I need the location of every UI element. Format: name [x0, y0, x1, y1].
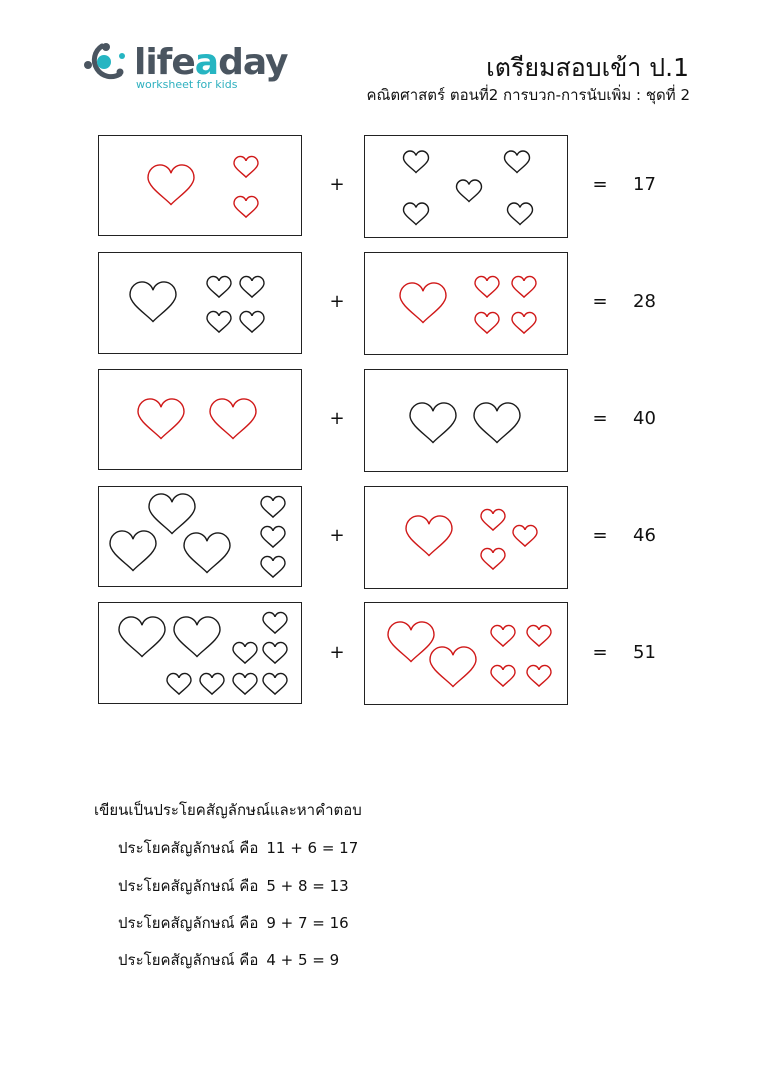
red-heart-icon: [512, 276, 536, 297]
answer-label: ประโยคสัญลักษณ์ คือ: [118, 877, 259, 895]
plus-sign: +: [329, 408, 345, 429]
black-heart-icon: [261, 556, 285, 577]
red-heart-icon: [491, 665, 515, 686]
plus-sign: +: [329, 291, 345, 312]
instructions-text: เขียนเป็นประโยคสัญลักษณ์และหาคำตอบ: [94, 801, 362, 819]
black-heart-icon: [174, 617, 220, 657]
black-heart-icon: [200, 673, 224, 694]
answer-sentence: 9 + 7 = 16: [266, 914, 349, 932]
equals-sign: =: [592, 642, 608, 663]
red-heart-icon: [527, 665, 551, 686]
black-heart-icon: [263, 612, 287, 633]
brand-tagline: worksheet for kids: [136, 78, 238, 91]
brand-name: lifeaday: [134, 42, 288, 83]
left-heart-box: [98, 252, 302, 354]
black-heart-icon: [404, 203, 429, 225]
heart-group: [99, 487, 303, 588]
plus-sign: +: [329, 525, 345, 546]
answer-line: [118, 911, 349, 935]
red-heart-icon: [481, 509, 505, 530]
total-value: 28: [633, 291, 656, 312]
right-heart-box: [364, 252, 568, 355]
red-heart-icon: [481, 548, 505, 569]
page-title: เตรียมสอบเข้า ป.1: [486, 53, 689, 82]
heart-group: [365, 603, 569, 706]
plus-sign: +: [329, 174, 345, 195]
black-heart-icon: [130, 282, 176, 322]
black-heart-icon: [207, 311, 231, 332]
total-value: 17: [633, 174, 656, 195]
total-value: 46: [633, 525, 656, 546]
black-heart-icon: [240, 276, 264, 297]
heart-group: [365, 487, 569, 590]
red-heart-icon: [210, 399, 256, 439]
black-heart-icon: [207, 276, 231, 297]
answer-label: ประโยคสัญลักษณ์ คือ: [118, 839, 259, 857]
black-heart-icon: [233, 642, 257, 663]
left-heart-box: [98, 135, 302, 236]
left-heart-box: [98, 602, 302, 704]
equals-sign: =: [592, 291, 608, 312]
red-heart-icon: [527, 625, 551, 646]
answer-line: [118, 836, 358, 860]
red-heart-icon: [513, 525, 537, 546]
red-heart-icon: [148, 165, 194, 205]
red-heart-icon: [234, 156, 258, 177]
black-heart-icon: [167, 673, 191, 694]
heart-group: [99, 370, 303, 471]
red-heart-icon: [430, 647, 476, 687]
answer-line: [118, 874, 349, 898]
right-heart-box: [364, 602, 568, 705]
red-heart-icon: [512, 312, 536, 333]
black-heart-icon: [263, 642, 287, 663]
black-heart-icon: [233, 673, 257, 694]
answer-sentence: 4 + 5 = 9: [266, 951, 340, 969]
plus-sign: +: [329, 642, 345, 663]
black-heart-icon: [261, 526, 285, 547]
left-heart-box: [98, 369, 302, 470]
left-heart-box: [98, 486, 302, 587]
heart-group: [99, 136, 303, 237]
right-heart-box: [364, 135, 568, 238]
total-value: 51: [633, 642, 656, 663]
answer-label: ประโยคสัญลักษณ์ คือ: [118, 951, 259, 969]
red-heart-icon: [234, 196, 258, 217]
black-heart-icon: [119, 617, 165, 657]
heart-group: [99, 253, 303, 355]
total-value: 40: [633, 408, 656, 429]
equals-sign: =: [592, 174, 608, 195]
heart-group: [365, 136, 569, 239]
black-heart-icon: [505, 151, 530, 173]
red-heart-icon: [475, 312, 499, 333]
molecule-logo-icon: [82, 40, 132, 86]
heart-group: [99, 603, 303, 705]
page-subtitle: คณิตศาสตร์ ตอนที่2 การบวก-การนับเพิ่ม : ชุดที่ 2: [366, 86, 690, 104]
red-heart-icon: [406, 516, 452, 556]
answer-sentence: 5 + 8 = 13: [266, 877, 349, 895]
heart-group: [365, 253, 569, 356]
black-heart-icon: [404, 151, 429, 173]
right-heart-box: [364, 369, 568, 472]
red-heart-icon: [388, 622, 434, 662]
black-heart-icon: [410, 403, 456, 443]
red-heart-icon: [138, 399, 184, 439]
equals-sign: =: [592, 525, 608, 546]
black-heart-icon: [110, 531, 156, 571]
answer-label: ประโยคสัญลักษณ์ คือ: [118, 914, 259, 932]
black-heart-icon: [184, 533, 230, 573]
answer-sentence: 11 + 6 = 17: [266, 839, 359, 857]
black-heart-icon: [457, 180, 482, 202]
black-heart-icon: [149, 494, 195, 534]
black-heart-icon: [508, 203, 533, 225]
black-heart-icon: [240, 311, 264, 332]
red-heart-icon: [400, 283, 446, 323]
right-heart-box: [364, 486, 568, 589]
red-heart-icon: [491, 625, 515, 646]
black-heart-icon: [474, 403, 520, 443]
heart-group: [365, 370, 569, 473]
brand-logo: [82, 40, 288, 96]
black-heart-icon: [261, 496, 285, 517]
answer-line: [118, 948, 339, 972]
red-heart-icon: [475, 276, 499, 297]
black-heart-icon: [263, 673, 287, 694]
equals-sign: =: [592, 408, 608, 429]
